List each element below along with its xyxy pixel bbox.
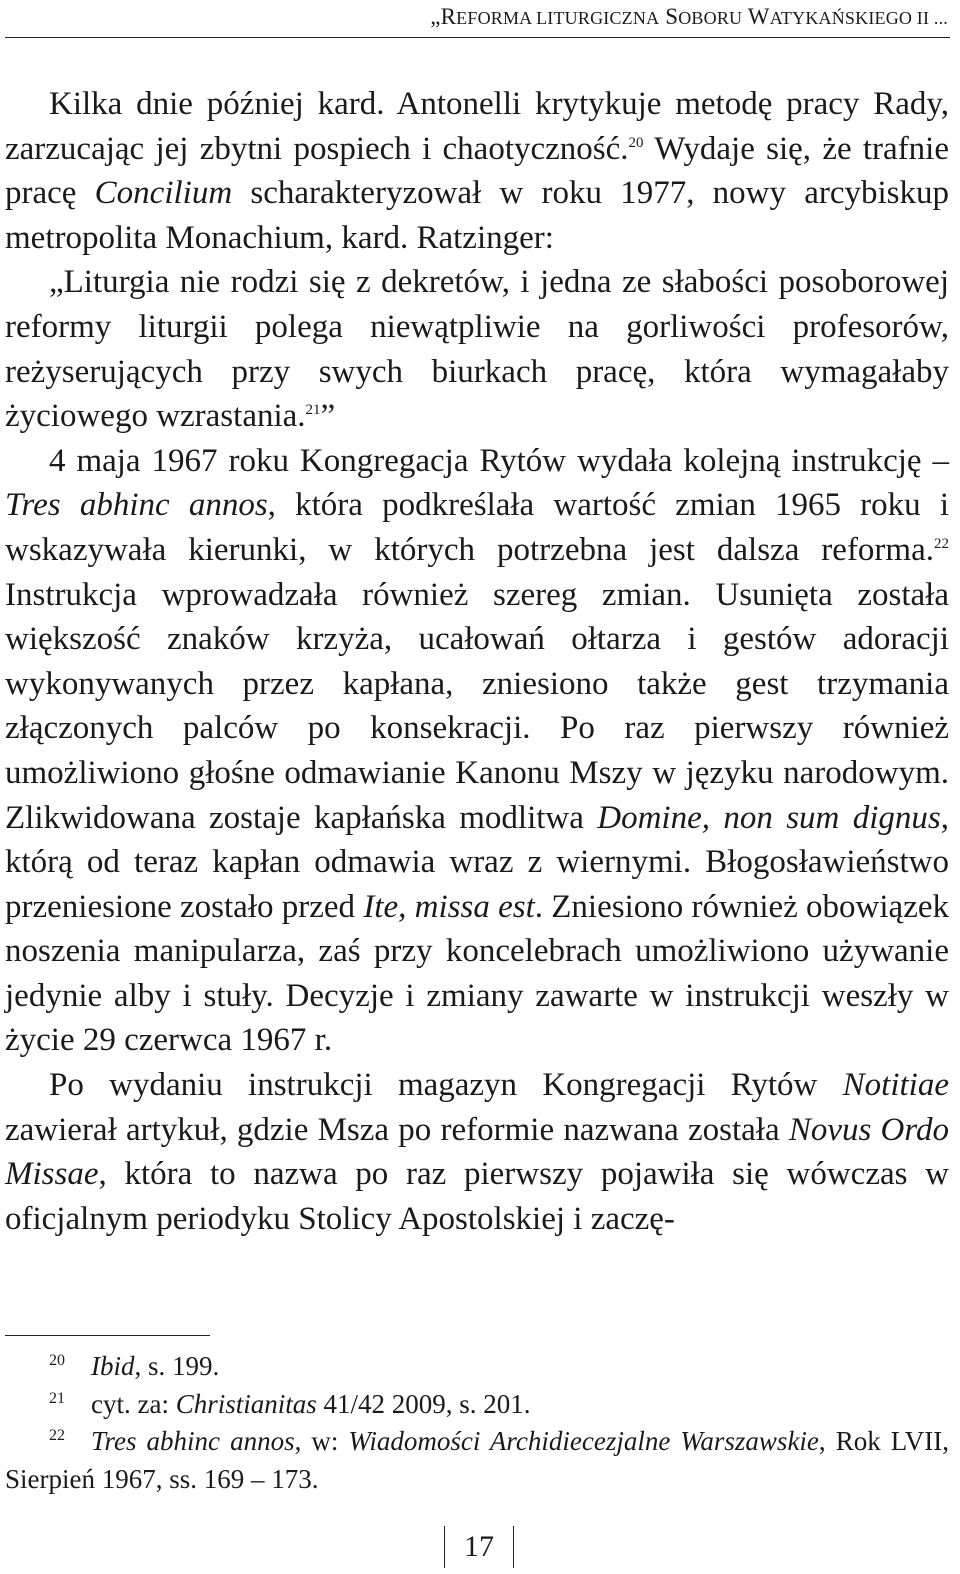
page-number: 17 bbox=[464, 1530, 494, 1563]
footnote-number: 20 bbox=[49, 1352, 65, 1369]
paragraph-italic-text: Domine, non sum dignus bbox=[597, 799, 941, 836]
header-word2-rest: OBORU bbox=[678, 8, 743, 28]
paragraph-italic-text: Tres abhinc annos bbox=[5, 487, 268, 524]
header-open-quote: „ bbox=[430, 4, 441, 29]
header-word3-rest: ATYKAŃSKIEGO II ... bbox=[769, 8, 948, 28]
paragraph bbox=[5, 1063, 949, 1241]
paragraph-footnote-ref: 22 bbox=[934, 535, 949, 552]
paragraph-text: . Zniesiono również obowiązek noszenia manipularza, zaś przy koncelebrach umożliwiono używanie jedynie alby i stuły. Decyzje i zmiany zawarte w instrukcji weszły w życie 29 czerwca 1967 r. bbox=[5, 888, 949, 1059]
paragraph-footnote-ref: 20 bbox=[628, 134, 644, 151]
paragraph bbox=[5, 82, 949, 260]
footnote-italic-text: Wiadomości Archidiecezjalne Warszawskie bbox=[348, 1426, 819, 1456]
footnote-number: 21 bbox=[49, 1389, 65, 1407]
quote-paragraph bbox=[5, 260, 949, 438]
footnote-number: 22 bbox=[49, 1427, 65, 1444]
paragraph-footnote-ref: 21 bbox=[305, 402, 321, 419]
paragraph-italic-text: Ite, missa est bbox=[363, 888, 535, 925]
paragraph-text: zawierał artykuł, gdzie Msza po reformie nazwana została bbox=[5, 1111, 789, 1148]
footnote-rule bbox=[5, 1335, 210, 1336]
paragraph-text: Instrukcja wprowadzała również szereg zmian. Usunięta została większość znaków krzyża, ucałowań ołtarza i gestów adoracji wykonywanych przez kapłana, zniesiono także gest trzymania złączonych palców po konsekracji. Po raz pierwszy również umożliwiono głośne odmawianie Kanonu Mszy w języku narodowym. Zlikwidowana zostaje kapłańska modlitwa bbox=[5, 576, 949, 836]
header-word2-initial: S bbox=[665, 4, 679, 29]
paragraph bbox=[5, 439, 949, 1063]
paragraph-text: , która podkreślała wartość zmian 1965 roku i wskazywała kierunki, w których potrzebna jest dalsza reforma. bbox=[5, 487, 950, 568]
paragraph-italic-text: Notitiae bbox=[842, 1067, 949, 1104]
footnote-item bbox=[5, 1423, 949, 1498]
paragraph-text: ” bbox=[320, 398, 336, 435]
paragraph-text: „Liturgia nie rodzi się z dekretów, i jedna ze słabości posoborowej reformy liturgii polega niewątpliwie na gorliwości profesorów, reżyserujących przy swych biurkach pracę, która wymagałaby życiowego wzrastania. bbox=[5, 264, 949, 435]
header-word1-initial: R bbox=[440, 4, 457, 29]
paragraph-text: , która to nazwa po raz pierwszy pojawiła się wówczas w oficjalnym periodyku Stolicy Apostolskiej i zaczę- bbox=[5, 1156, 949, 1237]
header-rule bbox=[5, 37, 950, 38]
paragraph-text: , którą od teraz kapłan odmawia wraz z wiernymi. Błogosławieństwo przeniesione zostało przed bbox=[5, 799, 949, 925]
paragraph-text: Kilka dnie później kard. Antonelli krytykuje metodę pracy Rady, zarzucając jej zbytni pospiech i chaotyczność. bbox=[5, 86, 949, 167]
running-header bbox=[430, 2, 948, 33]
paragraph-text: Wydaje się, że trafnie pracę bbox=[5, 130, 949, 212]
header-word1-rest: EFORMA LITURGICZNA bbox=[456, 8, 660, 28]
footnote-item bbox=[5, 1386, 949, 1424]
page-number-box bbox=[444, 1526, 514, 1568]
paragraph-italic-text: Novus Ordo Missae bbox=[5, 1111, 949, 1193]
footnotes bbox=[5, 1348, 949, 1498]
footnote-italic-text: Ibid bbox=[91, 1351, 135, 1381]
footnote-item bbox=[5, 1348, 949, 1386]
footnote-text: , s. 199. bbox=[134, 1351, 220, 1381]
header-word3-initial: W bbox=[747, 4, 770, 29]
footnote-text: , Rok LVII, Sierpień 1967, ss. 169 – 173. bbox=[5, 1426, 949, 1494]
paragraph-text: scharakteryzował w roku 1977, nowy arcybiskup metropolita Monachium, kard. Ratzinger: bbox=[5, 175, 949, 256]
footnote-italic-text: Christianitas bbox=[175, 1388, 317, 1419]
paragraph-text: 4 maja 1967 roku Kongregacja Rytów wydała kolejną instrukcję – bbox=[49, 442, 949, 479]
body-text bbox=[5, 82, 949, 1241]
footnote-text: , w: bbox=[294, 1426, 349, 1456]
footnote-italic-text: Tres abhinc annos bbox=[91, 1426, 295, 1456]
footnote-text: cyt. za: bbox=[91, 1388, 176, 1419]
paragraph-text: Po wydaniu instrukcji magazyn Kongregacji Rytów bbox=[49, 1067, 843, 1104]
footnote-text: 41/42 2009, s. 201. bbox=[316, 1388, 531, 1419]
paragraph-italic-text: Concilium bbox=[94, 175, 233, 212]
